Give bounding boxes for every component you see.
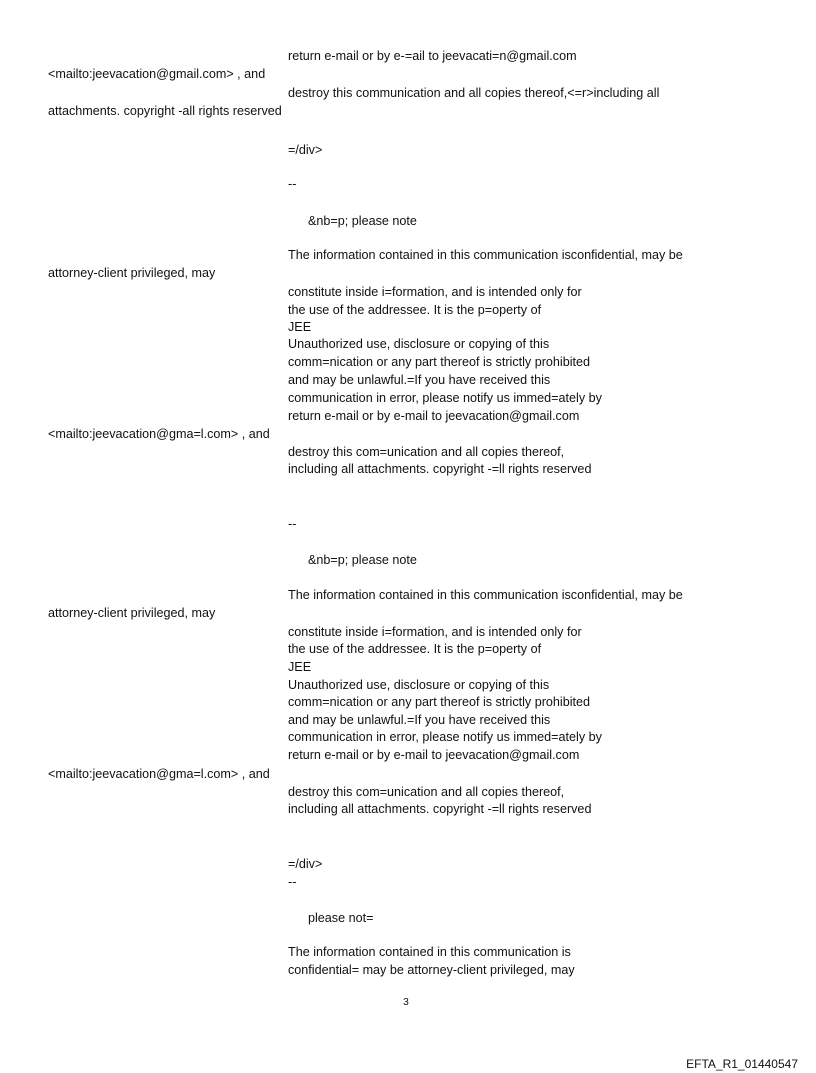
text-line: destroy this com=unication and all copies thereof,	[288, 785, 565, 799]
text-line: JEE	[288, 320, 312, 334]
text-line: =/div>	[288, 143, 323, 157]
text-line: including all attachments. copyright -=ll rights reserved	[288, 462, 592, 476]
text-line: and may be unlawful.=If you have received this	[288, 713, 551, 727]
text-line: <mailto:jeevacation@gma=l.com> , and	[48, 427, 270, 441]
text-line: Unauthorized use, disclosure or copying of this	[288, 678, 550, 692]
text-line: &nb=p; please note	[308, 214, 417, 228]
text-line: return e-mail or by e-=ail to jeevacati=n@gmail.com	[288, 49, 577, 63]
text-line: JEE	[288, 660, 312, 674]
text-line: <mailto:jeevacation@gmail.com> , and	[48, 67, 266, 81]
text-line: the use of the addressee. It is the p=operty of	[288, 303, 542, 317]
text-line: comm=nication or any part thereof is strictly prohibited	[288, 355, 591, 369]
text-line: return e-mail or by e-mail to jeevacation@gmail.com	[288, 748, 580, 762]
text-line: The information contained in this communication isconfidential, may be	[288, 588, 683, 602]
text-line: attachments. copyright -all rights reserved	[48, 104, 282, 118]
text-line: the use of the addressee. It is the p=operty of	[288, 642, 542, 656]
text-line: attorney-client privileged, may	[48, 606, 216, 620]
text-line: return e-mail or by e-mail to jeevacation@gmail.com	[288, 409, 580, 423]
text-line: please not=	[308, 911, 374, 925]
text-line: confidential= may be attorney-client privileged, may	[288, 963, 575, 977]
text-line: destroy this com=unication and all copies thereof,	[288, 445, 565, 459]
page-number: 3	[403, 996, 409, 1008]
text-line: communication in error, please notify us immed=ately by	[288, 391, 602, 405]
text-line: and may be unlawful.=If you have received this	[288, 373, 551, 387]
text-line: <mailto:jeevacation@gma=l.com> , and	[48, 767, 270, 781]
text-line: communication in error, please notify us immed=ately by	[288, 730, 602, 744]
text-line: --	[288, 875, 297, 889]
text-line: =/div>	[288, 857, 323, 871]
text-line: destroy this communication and all copies thereof,<=r>including all	[288, 86, 660, 100]
text-line: including all attachments. copyright -=ll rights reserved	[288, 802, 592, 816]
text-line: &nb=p; please note	[308, 553, 417, 567]
text-line: The information contained in this communication isconfidential, may be	[288, 248, 683, 262]
text-line: --	[288, 517, 297, 531]
text-line: The information contained in this communication is	[288, 945, 571, 959]
text-line: Unauthorized use, disclosure or copying of this	[288, 337, 550, 351]
text-line: --	[288, 177, 297, 191]
text-line: attorney-client privileged, may	[48, 266, 216, 280]
document-id-footer: EFTA_R1_01440547	[686, 1057, 798, 1071]
text-line: comm=nication or any part thereof is strictly prohibited	[288, 695, 591, 709]
text-line: constitute inside i=formation, and is intended only for	[288, 285, 582, 299]
text-line: constitute inside i=formation, and is intended only for	[288, 625, 582, 639]
